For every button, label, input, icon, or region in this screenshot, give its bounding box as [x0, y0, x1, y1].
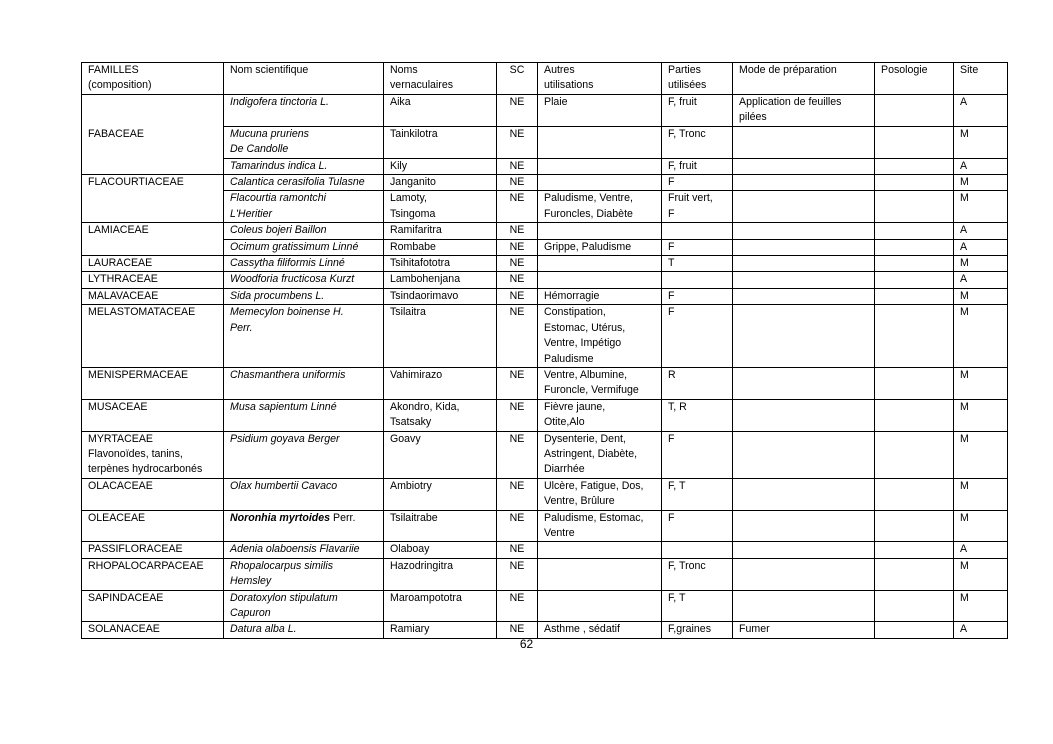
scientific-name: Cassytha filiformis Linné — [224, 256, 384, 272]
site-value: A — [954, 158, 1008, 174]
vernacular-name: Ambiotry — [384, 478, 497, 510]
header-autres-utilisations: Autres utilisations — [538, 63, 662, 95]
sc-value: NE — [497, 399, 538, 431]
site-value: M — [954, 256, 1008, 272]
other-uses: Fièvre jaune, Otite,Alo — [538, 399, 662, 431]
other-uses: Dysenterie, Dent, Astringent, Diabète, Diarrhée — [538, 431, 662, 478]
other-uses: Asthme , sédatif — [538, 622, 662, 638]
parts-used: F — [662, 288, 733, 304]
parts-used: F — [662, 431, 733, 478]
family-cell: OLEACEAE — [82, 510, 224, 542]
other-uses — [538, 558, 662, 590]
parts-used: F,graines — [662, 622, 733, 638]
other-uses — [538, 158, 662, 174]
parts-used: F — [662, 510, 733, 542]
scientific-name: Ocimum gratissimum Linné — [224, 239, 384, 255]
vernacular-name: Janganito — [384, 175, 497, 191]
site-value: M — [954, 510, 1008, 542]
sc-value: NE — [497, 223, 538, 239]
preparation-mode — [733, 590, 875, 622]
scientific-name-author: Perr. — [330, 511, 356, 524]
other-uses: Paludisme, Ventre, Furoncles, Diabète — [538, 191, 662, 223]
header-parties-utilisees: Parties utilisées — [662, 63, 733, 95]
family-cell: LAMIACEAE — [82, 223, 224, 256]
other-uses — [538, 256, 662, 272]
sc-value: NE — [497, 126, 538, 158]
posology — [875, 558, 954, 590]
sc-value: NE — [497, 305, 538, 368]
site-value: M — [954, 558, 1008, 590]
vernacular-name: Tsilaitrabe — [384, 510, 497, 542]
scientific-name: Sida procumbens L. — [224, 288, 384, 304]
site-value: M — [954, 478, 1008, 510]
vernacular-name: Lamoty, Tsingoma — [384, 191, 497, 223]
site-value: M — [954, 431, 1008, 478]
vernacular-name: Ramifaritra — [384, 223, 497, 239]
site-value: M — [954, 288, 1008, 304]
posology — [875, 542, 954, 558]
family-cell: SAPINDACEAE — [82, 590, 224, 622]
other-uses: Constipation, Estomac, Utérus, Ventre, Impétigo Paludisme — [538, 305, 662, 368]
posology — [875, 478, 954, 510]
vernacular-name: Rombabe — [384, 239, 497, 255]
header-row — [82, 63, 1008, 95]
other-uses: Paludisme, Estomac, Ventre — [538, 510, 662, 542]
parts-used: F, fruit — [662, 158, 733, 174]
scientific-name: Psidium goyava Berger — [224, 431, 384, 478]
scientific-name: Indigofera tinctoria L. — [224, 95, 384, 127]
preparation-mode — [733, 239, 875, 255]
sc-value: NE — [497, 542, 538, 558]
preparation-mode — [733, 542, 875, 558]
vernacular-name: Tsihitafototra — [384, 256, 497, 272]
table-row — [82, 305, 1008, 368]
preparation-mode — [733, 288, 875, 304]
vernacular-name: Maroampototra — [384, 590, 497, 622]
site-value: A — [954, 223, 1008, 239]
table-row — [82, 288, 1008, 304]
scientific-name: Musa sapientum Linné — [224, 399, 384, 431]
posology — [875, 95, 954, 127]
site-value: M — [954, 399, 1008, 431]
family-cell: MALAVACEAE — [82, 288, 224, 304]
site-value: M — [954, 305, 1008, 368]
family-cell: MUSACEAE — [82, 399, 224, 431]
sc-value: NE — [497, 510, 538, 542]
site-value: A — [954, 622, 1008, 638]
scientific-name: Chasmanthera uniformis — [224, 367, 384, 399]
sc-value: NE — [497, 478, 538, 510]
preparation-mode — [733, 367, 875, 399]
other-uses: Grippe, Paludisme — [538, 239, 662, 255]
posology — [875, 223, 954, 239]
preparation-mode — [733, 175, 875, 191]
vernacular-name: Lambohenjana — [384, 272, 497, 288]
family-cell: LYTHRACEAE — [82, 272, 224, 288]
family-cell: OLACACEAE — [82, 478, 224, 510]
site-value: M — [954, 175, 1008, 191]
parts-used — [662, 223, 733, 239]
sc-value: NE — [497, 367, 538, 399]
header-familles: FAMILLES (composition) — [82, 63, 224, 95]
table-row — [82, 590, 1008, 622]
sc-value: NE — [497, 431, 538, 478]
parts-used: F, T — [662, 478, 733, 510]
posology — [875, 158, 954, 174]
table-row — [82, 622, 1008, 638]
site-value: A — [954, 272, 1008, 288]
family-cell: LAURACEAE — [82, 256, 224, 272]
preparation-mode — [733, 158, 875, 174]
parts-used: F, Tronc — [662, 558, 733, 590]
vernacular-name: Tsilaitra — [384, 305, 497, 368]
other-uses: Plaie — [538, 95, 662, 127]
preparation-mode — [733, 558, 875, 590]
sc-value: NE — [497, 288, 538, 304]
header-mode-preparation: Mode de préparation — [733, 63, 875, 95]
other-uses — [538, 223, 662, 239]
site-value: M — [954, 191, 1008, 223]
scientific-name: Flacourtia ramontchi L'Heritier — [224, 191, 384, 223]
site-value: M — [954, 590, 1008, 622]
preparation-mode — [733, 305, 875, 368]
parts-used: F, Tronc — [662, 126, 733, 158]
other-uses — [538, 175, 662, 191]
header-site: Site — [954, 63, 1008, 95]
vernacular-name: Ramiary — [384, 622, 497, 638]
parts-used: F, fruit — [662, 95, 733, 127]
header-posologie: Posologie — [875, 63, 954, 95]
vernacular-name: Tsindaorimavo — [384, 288, 497, 304]
header-nom-scientifique: Nom scientifique — [224, 63, 384, 95]
scientific-name: Mucuna pruriens De Candolle — [224, 126, 384, 158]
preparation-mode — [733, 126, 875, 158]
parts-used — [662, 272, 733, 288]
table-row — [82, 399, 1008, 431]
table-row — [82, 542, 1008, 558]
sc-value: NE — [497, 590, 538, 622]
parts-used — [662, 542, 733, 558]
sc-value: NE — [497, 175, 538, 191]
sc-value: NE — [497, 558, 538, 590]
family-cell: MELASTOMATACEAE — [82, 305, 224, 368]
family-cell: FLACOURTIACEAE — [82, 175, 224, 223]
preparation-mode — [733, 510, 875, 542]
sc-value: NE — [497, 272, 538, 288]
header-noms-vernaculaires: Noms vernaculaires — [384, 63, 497, 95]
other-uses: Ventre, Albumine, Furoncle, Vermifuge — [538, 367, 662, 399]
vernacular-name: Akondro, Kida, Tsatsaky — [384, 399, 497, 431]
vernacular-name: Hazodringitra — [384, 558, 497, 590]
table-row — [82, 95, 1008, 127]
parts-used: F — [662, 239, 733, 255]
preparation-mode: Application de feuilles pilées — [733, 95, 875, 127]
preparation-mode — [733, 256, 875, 272]
sc-value: NE — [497, 95, 538, 127]
scientific-name: Adenia olaboensis Flavariie — [224, 542, 384, 558]
other-uses — [538, 272, 662, 288]
table-row — [82, 431, 1008, 478]
scientific-name: Datura alba L. — [224, 622, 384, 638]
vernacular-name: Aika — [384, 95, 497, 127]
family-cell: FABACEAE — [82, 95, 224, 175]
scientific-name: Memecylon boinense H. Perr. — [224, 305, 384, 368]
vernacular-name: Goavy — [384, 431, 497, 478]
header-sc: SC — [497, 63, 538, 95]
table-row — [82, 558, 1008, 590]
sc-value: NE — [497, 256, 538, 272]
plant-table — [81, 62, 1008, 639]
posology — [875, 239, 954, 255]
posology — [875, 431, 954, 478]
sc-value: NE — [497, 158, 538, 174]
posology — [875, 126, 954, 158]
vernacular-name: Tainkilotra — [384, 126, 497, 158]
site-value: M — [954, 126, 1008, 158]
vernacular-name: Vahimirazo — [384, 367, 497, 399]
site-value: A — [954, 542, 1008, 558]
site-value: A — [954, 239, 1008, 255]
table-row — [82, 223, 1008, 239]
posology — [875, 256, 954, 272]
other-uses — [538, 542, 662, 558]
scientific-name: Rhopalocarpus similis Hemsley — [224, 558, 384, 590]
table-row — [82, 272, 1008, 288]
parts-used: F — [662, 175, 733, 191]
posology — [875, 272, 954, 288]
table-row — [82, 478, 1008, 510]
scientific-name: Tamarindus indica L. — [224, 158, 384, 174]
vernacular-name: Kily — [384, 158, 497, 174]
preparation-mode — [733, 431, 875, 478]
sc-value: NE — [497, 191, 538, 223]
other-uses: Hémorragie — [538, 288, 662, 304]
posology — [875, 367, 954, 399]
scientific-name: Calantica cerasifolia Tulasne — [224, 175, 384, 191]
sc-value: NE — [497, 239, 538, 255]
parts-used: F — [662, 305, 733, 368]
page-number: 62 — [519, 637, 534, 651]
preparation-mode — [733, 191, 875, 223]
posology — [875, 510, 954, 542]
scientific-name: Coleus bojeri Baillon — [224, 223, 384, 239]
sc-value: NE — [497, 622, 538, 638]
table-row — [82, 256, 1008, 272]
posology — [875, 590, 954, 622]
posology — [875, 622, 954, 638]
other-uses — [538, 126, 662, 158]
preparation-mode — [733, 272, 875, 288]
vernacular-name: Olaboay — [384, 542, 497, 558]
preparation-mode: Fumer — [733, 622, 875, 638]
scientific-name: Doratoxylon stipulatum Capuron — [224, 590, 384, 622]
other-uses: Ulcère, Fatigue, Dos, Ventre, Brûlure — [538, 478, 662, 510]
family-cell: RHOPALOCARPACEAE — [82, 558, 224, 590]
posology — [875, 288, 954, 304]
other-uses — [538, 590, 662, 622]
preparation-mode — [733, 399, 875, 431]
site-value: A — [954, 95, 1008, 127]
family-cell: PASSIFLORACEAE — [82, 542, 224, 558]
family-cell: MYRTACEAE Flavonoïdes, tanins, terpènes hydrocarbonés — [82, 431, 224, 478]
posology — [875, 175, 954, 191]
table-row — [82, 510, 1008, 542]
parts-used: T, R — [662, 399, 733, 431]
table-row — [82, 367, 1008, 399]
table-row — [82, 175, 1008, 191]
parts-used: R — [662, 367, 733, 399]
family-cell: SOLANACEAE — [82, 622, 224, 638]
parts-used: T — [662, 256, 733, 272]
scientific-name — [224, 510, 384, 542]
parts-used: F, T — [662, 590, 733, 622]
family-cell: MENISPERMACEAE — [82, 367, 224, 399]
preparation-mode — [733, 478, 875, 510]
site-value: M — [954, 367, 1008, 399]
scientific-name: Olax humbertii Cavaco — [224, 478, 384, 510]
scientific-name-bold: Noronhia myrtoides — [230, 511, 331, 524]
preparation-mode — [733, 223, 875, 239]
parts-used: Fruit vert, F — [662, 191, 733, 223]
posology — [875, 191, 954, 223]
posology — [875, 399, 954, 431]
scientific-name: Woodforia fructicosa Kurzt — [224, 272, 384, 288]
posology — [875, 305, 954, 368]
